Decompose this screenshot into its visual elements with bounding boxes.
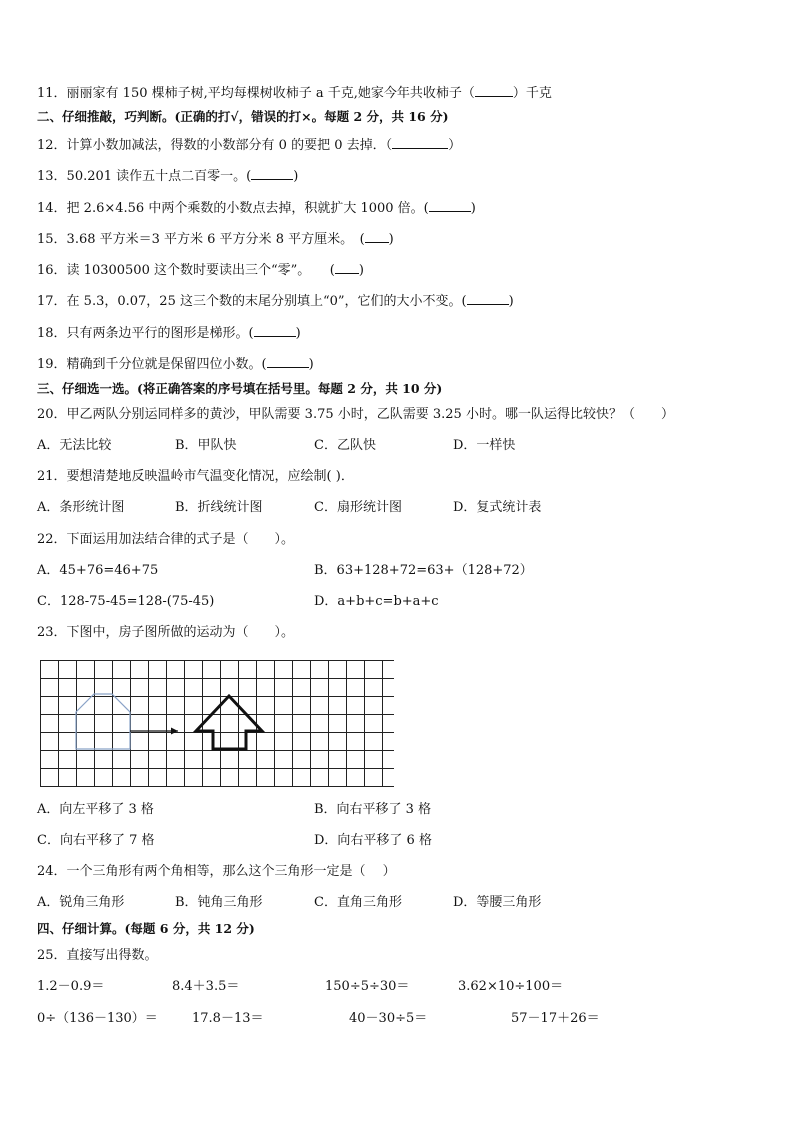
question-11-tail: ）千克 xyxy=(512,86,552,101)
answer-blank[interactable] xyxy=(429,199,471,212)
calc-item: 57－17＋26＝ xyxy=(511,1011,600,1026)
option-d[interactable]: D．a+b+c=b+a+c xyxy=(314,594,439,609)
question-23-stem: 23．下图中，房子图所做的运动为（ ）。 xyxy=(37,625,295,640)
question-17 xyxy=(37,292,514,310)
calc-item: 40－30÷5＝ xyxy=(349,1011,428,1026)
option-c[interactable]: C．乙队快 xyxy=(314,438,376,453)
question-25-stem: 25．直接写出得数。 xyxy=(37,948,158,963)
question-16 xyxy=(37,261,364,279)
question-19-tail: ) xyxy=(308,357,314,372)
option-a[interactable]: A．条形统计图 xyxy=(37,500,125,515)
arrow-head-icon xyxy=(171,728,178,735)
question-17-text: 17．在 5.3，0.07，25 这三个数的末尾分别填上“0”，它们的大小不变。( xyxy=(37,294,467,309)
question-24-stem: 24．一个三角形有两个角相等，那么这个三角形一定是（ ） xyxy=(37,864,396,879)
answer-blank[interactable] xyxy=(254,324,296,337)
option-a[interactable]: A．45+76=46+75 xyxy=(37,563,159,578)
option-c[interactable]: C．128-75-45=128-(75-45) xyxy=(37,594,215,609)
option-c[interactable]: C．扇形统计图 xyxy=(314,500,402,515)
section-2-heading: 二、仔细推敲，巧判断。(正确的打√，错误的打×。每题 2 分，共 16 分) xyxy=(37,109,449,124)
question-19-text: 19．精确到千分位就是保留四位小数。( xyxy=(37,357,267,372)
option-c[interactable]: C．直角三角形 xyxy=(314,895,402,910)
question-13-text: 13．50.201 读作五十点二百零一。( xyxy=(37,169,252,184)
question-16-text: 16．读 10300500 这个数时要读出三个“零”。 ( xyxy=(37,263,335,278)
answer-blank[interactable] xyxy=(335,261,359,274)
option-d[interactable]: D．一样快 xyxy=(453,438,516,453)
question-17-tail: ) xyxy=(508,294,514,309)
answer-blank[interactable] xyxy=(475,84,513,97)
option-b[interactable]: B．折线统计图 xyxy=(175,500,263,515)
question-12 xyxy=(37,136,461,154)
calc-item: 17.8－13＝ xyxy=(192,1011,264,1026)
question-15-text: 15．3.68 平方米＝3 平方米 6 平方分米 8 平方厘米。 ( xyxy=(37,232,365,247)
question-18 xyxy=(37,324,301,342)
question-14-tail: ) xyxy=(470,201,476,216)
calc-item: 8.4＋3.5＝ xyxy=(172,979,240,994)
option-b[interactable]: B．钝角三角形 xyxy=(175,895,263,910)
question-19 xyxy=(37,355,314,373)
calc-item: 0÷（136－130）＝ xyxy=(37,1011,158,1026)
original-house-shape xyxy=(76,694,130,749)
question-14-text: 14．把 2.6×4.56 中两个乘数的小数点去掉，积就扩大 1000 倍。( xyxy=(37,201,429,216)
question-18-text: 18．只有两条边平行的图形是梯形。( xyxy=(37,326,254,341)
question-20-stem: 20．甲乙两队分别运同样多的黄沙，甲队需要 3.75 小时，乙队需要 3.25 小时。哪一队运得比较快？（ ） xyxy=(37,407,674,422)
question-12-text: 12．计算小数加减法，得数的小数部分有 0 的要把 0 去掉．（ xyxy=(37,138,393,153)
option-b[interactable]: B．向右平移了 3 格 xyxy=(314,802,432,817)
answer-blank[interactable] xyxy=(267,355,309,368)
calc-item: 1.2－0.9＝ xyxy=(37,979,105,994)
question-14 xyxy=(37,199,476,217)
calc-item: 3.62×10÷100＝ xyxy=(458,979,564,994)
question-11 xyxy=(37,84,552,102)
option-d[interactable]: D．等腰三角形 xyxy=(453,895,542,910)
question-13 xyxy=(37,167,298,185)
answer-blank[interactable] xyxy=(251,167,293,180)
section-4-heading: 四、仔细计算。(每题 6 分，共 12 分) xyxy=(37,921,255,936)
option-b[interactable]: B．甲队快 xyxy=(175,438,237,453)
option-c[interactable]: C．向右平移了 7 格 xyxy=(37,833,155,848)
section-3-heading: 三、仔细选一选。(将正确答案的序号填在括号里。每题 2 分，共 10 分) xyxy=(37,381,443,396)
question-12-tail: ） xyxy=(448,138,462,153)
option-a[interactable]: A．向左平移了 3 格 xyxy=(37,802,154,817)
question-11-text: 11．丽丽家有 150 棵柿子树,平均每棵树收柿子 a 千克,她家今年共收柿子（ xyxy=(37,86,475,101)
question-16-tail: ) xyxy=(358,263,364,278)
moved-house-shape xyxy=(196,696,262,749)
question-22-stem: 22．下面运用加法结合律的式子是（ ）。 xyxy=(37,532,295,547)
question-15 xyxy=(37,230,394,248)
option-d[interactable]: D．向右平移了 6 格 xyxy=(314,833,432,848)
option-a[interactable]: A．无法比较 xyxy=(37,438,112,453)
option-b[interactable]: B．63+128+72=63+（128+72） xyxy=(314,563,533,578)
square-grid xyxy=(40,660,394,787)
option-a[interactable]: A．锐角三角形 xyxy=(37,895,125,910)
option-d[interactable]: D．复式统计表 xyxy=(453,500,542,515)
translation-grid-figure xyxy=(40,660,400,788)
question-15-tail: ) xyxy=(388,232,394,247)
question-13-tail: ) xyxy=(293,169,299,184)
answer-blank[interactable] xyxy=(365,230,389,243)
answer-blank[interactable] xyxy=(392,136,448,149)
calc-item: 150÷5÷30＝ xyxy=(325,979,410,994)
answer-blank[interactable] xyxy=(467,292,509,305)
question-21-stem: 21．要想清楚地反映温岭市气温变化情况，应绘制( )． xyxy=(37,469,354,484)
question-18-tail: ) xyxy=(295,326,301,341)
